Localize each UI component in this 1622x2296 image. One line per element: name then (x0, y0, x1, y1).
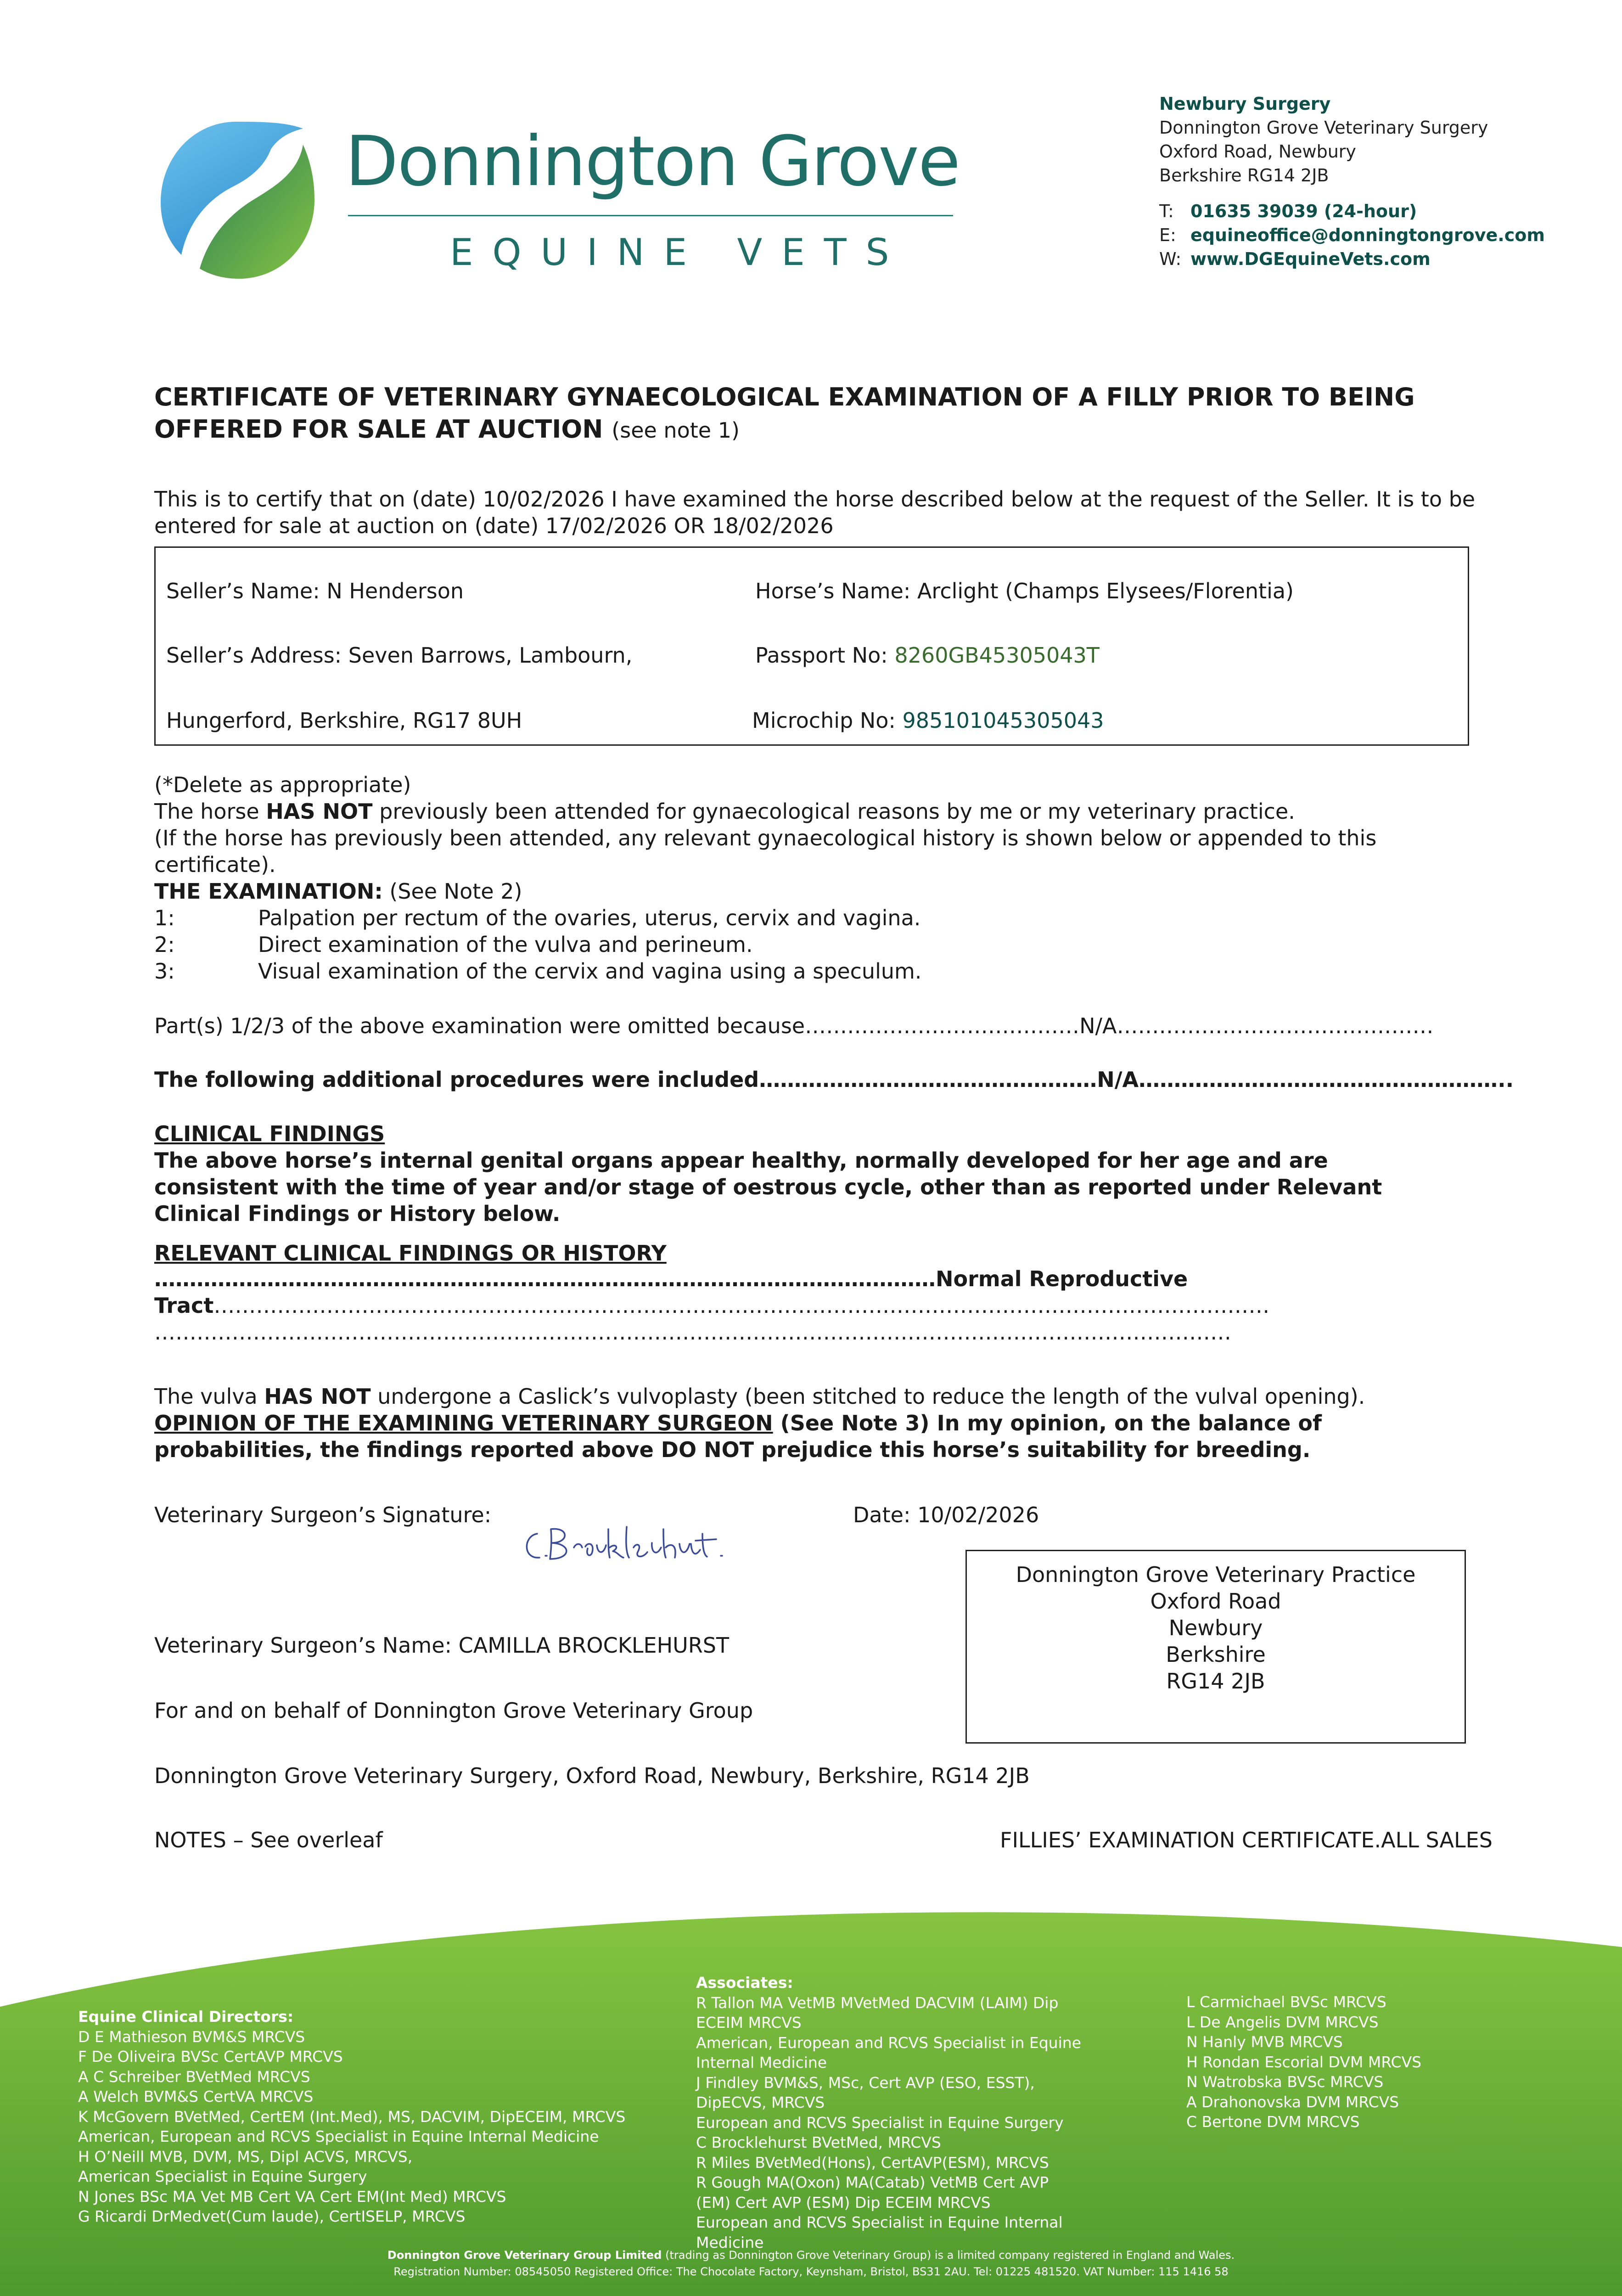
exam-item (154, 958, 921, 985)
associate-entry: European and RCVS Specialist in Equine Surgery (696, 2113, 1064, 2132)
stamp-line: Berkshire (1166, 1642, 1266, 1667)
seller-address (166, 642, 632, 669)
practice-stamp (965, 1550, 1466, 1744)
exam-item-text: Palpation per rectum of the ovaries, uterus, cervix and vagina. (258, 906, 921, 930)
legal-line-2: Registration Number: 08545050 Registered Office: The Chocolate Factory, Keynsham, Bristol, BS31 2AU. Tel: 01225 481520. VAT Number: 115 1416 58 (393, 2265, 1229, 2278)
opinion-heading: OPINION OF THE EXAMINING VETERINARY SURGEON (154, 1411, 773, 1435)
dotted-fill: ………………………………………………………………………………………………… (154, 1266, 936, 1291)
title-main: CERTIFICATE OF VETERINARY GYNAECOLOGICAL EXAMINATION OF A FILLY PRIOR TO BEING OFFERED FOR SALE AT AUCTION (154, 383, 1415, 444)
history-note: (If the horse has previously been attended, any relevant gynaecological history is shown below or appended to this certificate). (154, 826, 1377, 877)
logo-mark (156, 117, 317, 282)
legal-company: Donnington Grove Veterinary Group Limited (387, 2249, 662, 2262)
surgeon-name (154, 1632, 729, 1659)
signature-image (519, 1515, 758, 1570)
directors-heading: Equine Clinical Directors: (78, 2008, 294, 2026)
stamp-line: Oxford Road (1150, 1589, 1281, 1614)
tel-label: T: (1159, 201, 1174, 221)
exam-item-text: Visual examination of the cervix and vagina using a speculum. (258, 959, 922, 984)
others-column (1186, 1992, 1421, 2132)
attended-bold: HAS NOT (266, 799, 373, 824)
vet-entry: L De Angelis DVM MRCVS (1186, 2013, 1379, 2031)
contact-block (1159, 92, 1545, 271)
associate-entry: Internal Medicine (696, 2054, 827, 2071)
passport (755, 642, 1100, 669)
relevant-findings-value: Normal Reproductive (936, 1266, 1188, 1291)
associate-entry: DipECVS, MRCVS (696, 2093, 825, 2111)
clinical-findings-text: The above horse’s internal genital organs appear healthy, normally developed for her age and are consistent with the time of year and/or stage of oestrous cycle, other than as reported under Relevant Clinical Findings or History below. (154, 1148, 1382, 1226)
director-entry: A Welch BVM&S CertVA MRCVS (78, 2088, 314, 2105)
horse-name-value: Arclight (Champs Elysees/Florentia) (917, 579, 1294, 603)
associate-entry: R Miles BVetMed(Hons), CertAVP(ESM), MRCVS (696, 2153, 1049, 2172)
vet-entry: N Watrobska BVSc MRCVS (1186, 2073, 1384, 2091)
associate-entry: J Findley BVM&S, MSc, Cert AVP (ESO, ESST), (696, 2073, 1035, 2092)
on-behalf-of: For and on behalf of Donnington Grove Veterinary Group (154, 1698, 753, 1723)
horse-name (755, 578, 1294, 604)
associate-entry: European and RCVS Specialist in Equine Internal (696, 2213, 1063, 2231)
director-entry: K McGovern BVetMed, CertEM (Int.Med), MS, DACVIM, DipECEIM, MRCVS (78, 2107, 626, 2126)
date-label: Date: (853, 1503, 918, 1527)
exam-label: THE EXAMINATION: (154, 879, 383, 904)
relevant-findings-heading: RELEVANT CLINICAL FINDINGS OR HISTORY (154, 1241, 667, 1266)
associate-entry: ECEIM MRCVS (696, 2014, 802, 2032)
brand-name: Donnington Grove (345, 122, 960, 202)
title-note: (see note 1) (612, 418, 740, 443)
seller-name-label: Seller’s Name: (166, 579, 327, 603)
exam-item-number: 2: (154, 932, 175, 957)
associate-entry: American, European and RCVS Specialist in Equine (696, 2033, 1081, 2052)
legal-footer (0, 2247, 1622, 2280)
exam-item-number: 1: (154, 906, 175, 930)
horse-name-label: Horse’s Name: (755, 579, 917, 603)
omitted-statement: Part(s) 1/2/3 of the above examination were omitted because…………………………………N/A……………………………………… (154, 1013, 1434, 1038)
address-line: Donnington Grove Veterinary Surgery (1159, 118, 1488, 138)
seller-address-line1: Seven Barrows, Lambourn, (348, 643, 633, 668)
seller-address-label: Seller’s Address: (166, 643, 348, 668)
vulva-opinion-paragraph (154, 1383, 1454, 1463)
additional-procedures: The following additional procedures were included…………………………………………N/A…………………………………………….. (154, 1067, 1514, 1092)
directors-column (78, 2007, 625, 2227)
passport-label: Passport No: (755, 643, 895, 668)
intro-text: This is to certify that on (date) 10/02/2026 I have examined the horse described below at the request of the Seller. It is to be entered for sale at auction on (date) 17/02/2026 OR 18/02/2026 (154, 487, 1476, 538)
examination-heading (154, 878, 522, 905)
address-line: Berkshire RG14 2JB (1159, 165, 1329, 186)
brand-subtitle: EQUINE VETS (450, 231, 909, 274)
vet-entry: N Hanly MVB MRCVS (1186, 2033, 1343, 2051)
surgeon-name-label: Veterinary Surgeon’s Name: (154, 1633, 459, 1658)
clinical-findings-heading: CLINICAL FINDINGS (154, 1121, 385, 1146)
exam-note: (See Note 2) (382, 879, 522, 904)
email-link[interactable]: equineoffice@donningtongrove.com (1190, 225, 1545, 245)
web-label: W: (1159, 249, 1182, 269)
relevant-findings-value-cont: Tract (154, 1293, 214, 1318)
stamp-line: Newbury (1168, 1615, 1263, 1640)
director-entry: N Jones BSc MA Vet MB Cert VA Cert EM(Int Med) MRCVS (78, 2187, 506, 2206)
attended-statement (154, 798, 1295, 825)
associate-entry: Medicine (696, 2233, 764, 2251)
seller-address-line2: Hungerford, Berkshire, RG17 8UH (166, 708, 522, 733)
vulva-bold: HAS NOT (264, 1384, 371, 1409)
microchip-label: Microchip No: (752, 708, 903, 733)
certificate-name: FILLIES’ EXAMINATION CERTIFICATE.ALL SALES (1000, 1828, 1493, 1852)
surgeon-name-value: CAMILLA BROCKLEHURST (458, 1633, 730, 1658)
stamp-line: RG14 2JB (1166, 1669, 1265, 1694)
email-label: E: (1159, 225, 1176, 245)
vulva-post: undergone a Caslick’s vulvoplasty (been stitched to reduce the length of the vulval opening). (370, 1384, 1365, 1409)
attended-post: previously been attended for gynaecological reasons by me or my veterinary practice. (372, 799, 1295, 824)
director-entry: A C Schreiber BVetMed MRCVS (78, 2067, 310, 2086)
legal-line-1 (0, 2247, 1622, 2263)
brand-divider (348, 215, 953, 216)
opinion-text: (See Note 3) In my opinion, on the balance of probabilities, the findings reported above DO NOT prejudice this horse’s suitability for breeding. (154, 1411, 1322, 1462)
director-entry: G Ricardi DrMedvet(Cum laude), CertISELP, MRCVS (78, 2207, 466, 2225)
associate-entry: R Gough MA(Oxon) MA(Catab) VetMB Cert AVP (696, 2173, 1049, 2191)
surgery-address: Donnington Grove Veterinary Surgery, Oxford Road, Newbury, Berkshire, RG14 2JB (154, 1763, 1030, 1788)
vulva-pre: The vulva (154, 1384, 264, 1409)
director-entry: D E Mathieson BVM&S MRCVS (78, 2027, 305, 2046)
exam-date (853, 1502, 1039, 1528)
attended-pre: The horse (154, 799, 266, 824)
relevant-findings-line2 (154, 1292, 1269, 1319)
vet-entry: A Drahonovska DVM MRCVS (1186, 2093, 1399, 2111)
associates-column (696, 1973, 1081, 2252)
legal-text: (trading as Donnington Grove Veterinary Group) is a limited company registered in England and Wales. (662, 2249, 1235, 2262)
exam-item (154, 905, 920, 931)
stamp-line: Donnington Grove Veterinary Practice (1016, 1562, 1416, 1587)
microchip (752, 707, 1104, 734)
date-value: 10/02/2026 (917, 1503, 1039, 1527)
associates-heading: Associates: (696, 1974, 793, 1992)
exam-item-text: Direct examination of the vulva and perineum. (258, 932, 753, 957)
certificate-title (154, 381, 1476, 446)
delete-note: (*Delete as appropriate) (154, 772, 411, 797)
associate-entry: (EM) Cert AVP (ESM) Dip ECEIM MRCVS (696, 2193, 991, 2212)
seller-name-value: N Henderson (326, 579, 464, 603)
director-entry: American Specialist in Equine Surgery (78, 2167, 367, 2185)
director-entry: American, European and RCVS Specialist in Equine Internal Medicine (78, 2127, 599, 2145)
tel-link[interactable]: 01635 39039 (24-hour) (1190, 201, 1417, 221)
address-line: Oxford Road, Newbury (1159, 141, 1356, 162)
associate-entry: C Brocklehurst BVetMed, MRCVS (696, 2133, 941, 2151)
director-entry: F De Oliveira BVSc CertAVP MRCVS (78, 2048, 343, 2065)
signature-label: Veterinary Surgeon’s Signature: (154, 1503, 492, 1527)
relevant-findings-line1 (154, 1266, 1188, 1292)
seller-name (166, 578, 464, 604)
dotted-fill: …………………………………………………………………………………………………………………………………… (213, 1293, 1270, 1318)
surgery-name: Newbury Surgery (1159, 94, 1331, 114)
vet-entry: C Bertone DVM MRCVS (1186, 2113, 1360, 2131)
web-link[interactable]: www.DGEquineVets.com (1190, 249, 1431, 269)
exam-item-number: 3: (154, 959, 175, 984)
relevant-findings-line3: ……………………………………………………………………………………………………………………………………… (154, 1320, 1231, 1345)
microchip-value: 985101045305043 (902, 708, 1104, 733)
associate-entry: R Tallon MA VetMB MVetMed DACVIM (LAIM) Dip (696, 1993, 1059, 2012)
director-entry: H O’Neill MVB, DVM, MS, Dipl ACVS, MRCVS, (78, 2147, 413, 2166)
vet-entry: H Rondan Escorial DVM MRCVS (1186, 2053, 1422, 2071)
vet-entry: L Carmichael BVSc MRCVS (1186, 1993, 1386, 2011)
notes-overleaf: NOTES – See overleaf (154, 1828, 383, 1852)
exam-item (154, 931, 753, 958)
passport-value: 8260GB45305043T (894, 643, 1100, 668)
